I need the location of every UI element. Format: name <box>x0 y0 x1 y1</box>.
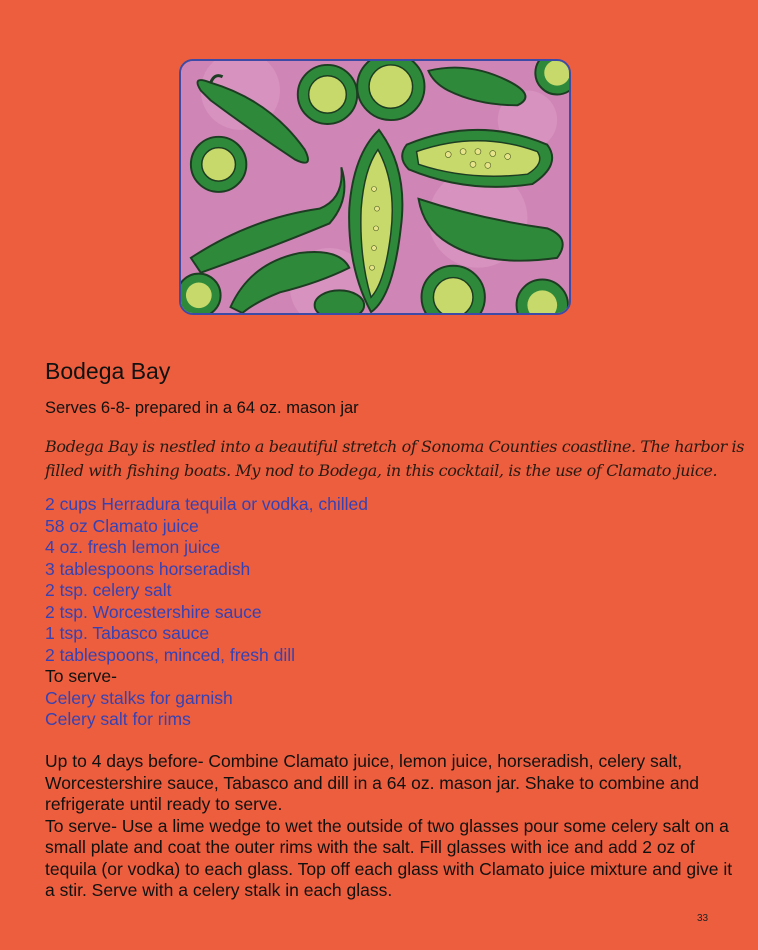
garnish-item: Celery salt for rims <box>45 709 191 729</box>
recipe-title: Bodega Bay <box>45 358 171 384</box>
page-number: 33 <box>697 913 709 924</box>
method-step-prep: Up to 4 days before- Combine Clamato juice, lemon juice, horseradish, celery salt, Worcestershire sauce, Tabasco and dill in a 64 oz. mason jar. Shake to combine and refrigerate until ready to serve. <box>45 751 700 814</box>
ingredient-item: 2 tsp. celery salt <box>45 580 172 600</box>
to-serve-heading: To serve- <box>45 666 117 686</box>
method-section <box>45 751 745 902</box>
method-step-serve: To serve- Use a lime wedge to wet the outside of two glasses pour some celery salt on a small plate and coat the outer rims with the salt. Fill glasses with ice and add 2 oz of tequila (or vodka) to each glass. Top off each glass with Clamato juice mixture and give it a stir. Serve with a celery stalk in each glass. <box>45 815 733 900</box>
ingredient-item: 2 tsp. Worcestershire sauce <box>45 601 262 622</box>
ingredient-item: 4 oz. fresh lemon juice <box>45 537 221 557</box>
recipe-intro: Bodega Bay is nestled into a beautiful stretch of Sonoma Counties coastline. The harbor is filled with fishing boats. My nod to Bodega, in this cocktail, is the use of Clamato juice. <box>45 437 745 480</box>
ingredient-item: 3 tablespoons horseradish <box>45 558 251 579</box>
serves-line: Serves 6-8- prepared in a 64 oz. mason jar <box>45 399 359 417</box>
jalapeno-illustration <box>179 59 571 315</box>
ingredient-item: 2 tablespoons, minced, fresh dill <box>45 644 295 665</box>
ingredient-list <box>45 494 368 731</box>
jalapeno-peppers-icon <box>181 61 569 313</box>
ingredient-item: 1 tsp. Tabasco sauce <box>45 623 210 643</box>
ingredient-item: 58 oz Clamato juice <box>45 515 199 536</box>
garnish-item: Celery stalks for garnish <box>45 687 233 708</box>
ingredient-item: 2 cups Herradura tequila or vodka, chilled <box>45 494 368 514</box>
